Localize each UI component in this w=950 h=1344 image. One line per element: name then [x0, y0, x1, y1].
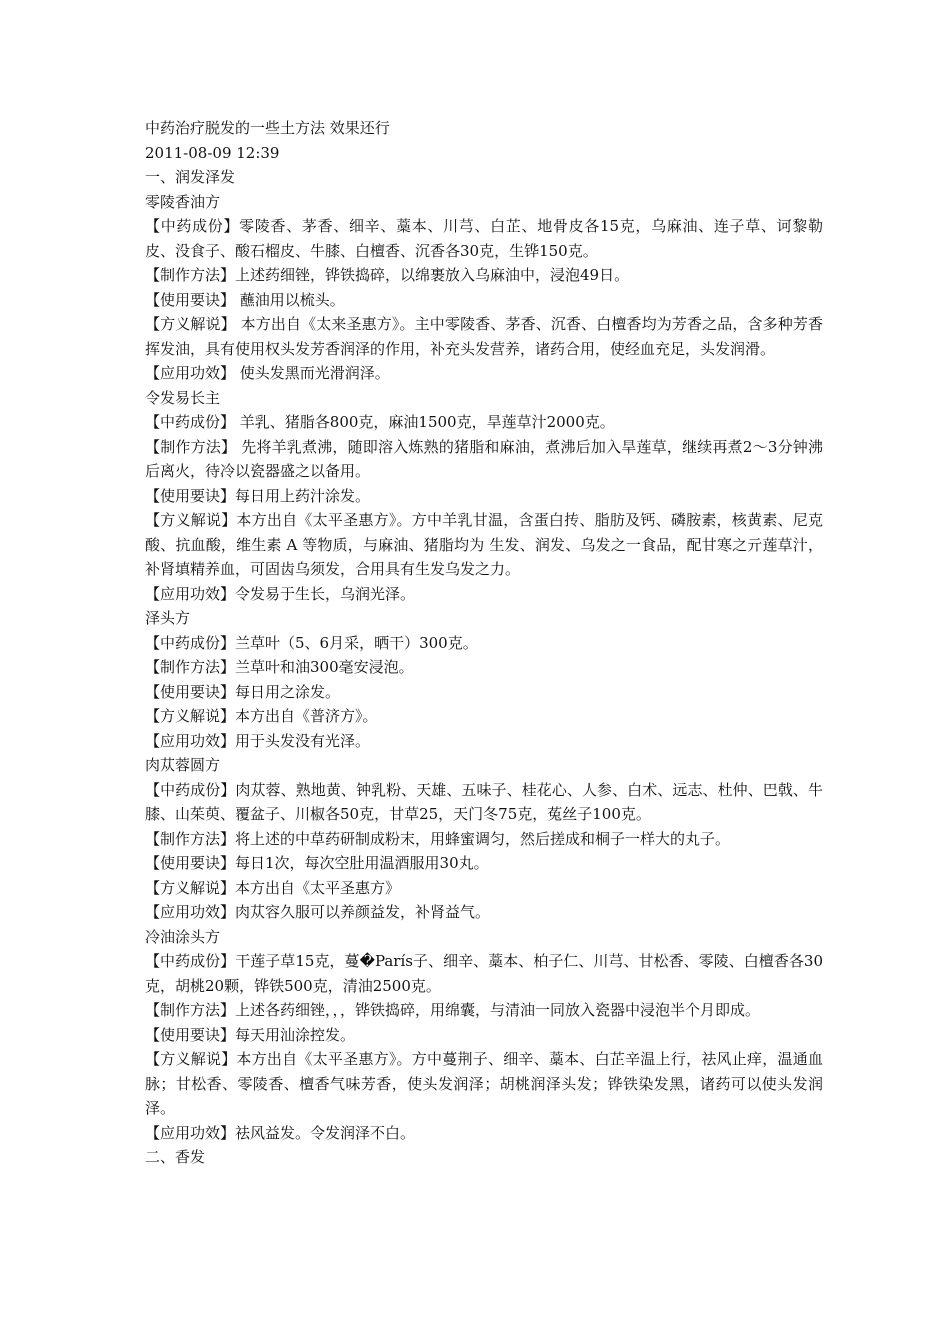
recipe-usage: 【使用要诀】每日1次，每次空肚用温酒服用30丸。 — [145, 854, 489, 872]
recipe-method: 【制作方法】兰草叶和油300毫安浸泡。 — [145, 658, 414, 676]
document-title: 中药治疗脱发的一些土方法 效果还行 — [145, 119, 390, 137]
recipe-method: 【制作方法】 先将羊乳煮沸，随即溶入炼熟的猪脂和麻油，煮沸后加入旱莲草，继续再煮2～3分钟沸后离火，待冷以瓷器盛之以备用。 — [145, 437, 823, 480]
recipe-name: 冷油涂头方 — [145, 927, 221, 946]
recipe-name: 肉苁蓉圆方 — [145, 756, 221, 774]
recipe-ingredients: 【中药成份】零陵香、茅香、细辛、藁本、川芎、白芷、地骨皮各15克，乌麻油、连子草、诃黎勒皮、没食子、酸石榴皮、牛膝、白檀香、沉香各30克，生铧150克。 — [145, 217, 823, 260]
recipe-explanation: 【方义解说】本方出自《太平圣惠方》。方中羊乳甘温，含蛋白抟、脂肪及钙、磷胺素，核黄素、尼克酸、抗血酸，维生素 A 等物质，与麻油、猪脂均为 生发、润发、乌发之一食品，配甘寒之亓莲草汁，补肾填精养血，可固齿乌须发，合用具有生发乌发之力。 — [145, 511, 823, 578]
recipe-explanation: 【方义解说】本方出自《太平圣惠方》 — [145, 878, 401, 897]
recipe-explanation: 【方义解说】本方出自《太平圣惠方》。方中蔓荆子、细辛、藁本、白芷辛温上行，祛风止痒，温通血脉；甘松香、零陵香、檀香气味芳香，使头发润泽；胡桃润泽头发；铧铁染发黑，诸药可以使头发润泽。 — [145, 1050, 823, 1117]
recipe-ingredients: 【中药成份】干莲子草15克，蔓�París子、细辛、藁本、柏子仁、川芎、甘松香、零陵、白檀香各30克，胡桃20颗，铧铁500克，清油2500克。 — [145, 952, 823, 995]
recipe-name: 泽头方 — [145, 609, 191, 627]
recipe-effect: 【应用功效】用于头发没有光泽。 — [145, 731, 371, 750]
recipe-block — [145, 753, 823, 925]
recipe-ingredients: 【中药成份】兰草叶（5、6月采，晒干）300克。 — [145, 633, 478, 652]
recipe-effect: 【应用功效】祛风益发。令发润泽不白。 — [145, 1123, 416, 1142]
recipe-block — [145, 386, 823, 607]
recipe-name: 零陵香油方 — [145, 192, 221, 211]
recipe-usage: 【使用要诀】每天用汕涂控发。 — [145, 1025, 356, 1044]
recipe-ingredients: 【中药成份】 羊乳、猪脂各800克，麻油1500克，旱莲草汁2000克。 — [145, 413, 615, 431]
document-body — [145, 116, 823, 1170]
recipe-effect: 【应用功效】 使头发黑而光滑润泽。 — [145, 364, 390, 382]
recipe-usage: 【使用要诀】每日用上药汁涂发。 — [145, 486, 371, 505]
recipe-ingredients: 【中药成份】肉苁蓉、熟地黄、钟乳粉、天雄、五味子、桂花心、人参、白术、远志、杜仲、巴戟、牛膝、山茱萸、覆盆子、川椒各50克，甘草25，天门冬75克，菟丝子100克。 — [145, 780, 823, 823]
recipe-method: 【制作方法】将上述的中草药研制成粉末，用蜂蜜调匀，然后搓成和桐子一样大的丸子。 — [145, 829, 731, 848]
section-heading-1: 一、润发泽发 — [145, 168, 236, 186]
recipe-block — [145, 606, 823, 753]
recipe-name: 令发易长主 — [145, 388, 221, 407]
recipe-usage: 【使用要诀】 蘸油用以梳头。 — [145, 290, 345, 309]
recipe-explanation: 【方义解说】 本方出自《太来圣惠方》。主中零陵香、茅香、沉香、白檀香均为芳香之品，含多种芳香挥发油，具有使用权头发芳香润泽的作用，补充头发营养，诸药合用，使经血充足，头发润滑。 — [145, 315, 823, 358]
document-datetime: 2011-08-09 12:39 — [145, 143, 280, 162]
recipe-method: 【制作方法】上述各药细锉，，，铧铁捣碎，用绵囊，与清油一同放入瓷器中浸泡半个月即成。 — [145, 1001, 761, 1019]
section-heading-2: 二、香发 — [145, 1148, 206, 1166]
recipe-usage: 【使用要诀】每日用之涂发。 — [145, 682, 341, 701]
recipe-block — [145, 190, 823, 386]
recipe-effect: 【应用功效】肉苁容久服可以养颜益发，补肾益气。 — [145, 903, 491, 921]
recipe-effect: 【应用功效】令发易于生长，乌润光泽。 — [145, 584, 416, 603]
recipe-explanation: 【方义解说】本方出自《普济方》。 — [145, 707, 378, 725]
recipe-method: 【制作方法】上述药细锉，铧铁捣碎，以绵裹放入乌麻油中，浸泡49日。 — [145, 266, 630, 284]
recipe-block — [145, 925, 823, 1146]
